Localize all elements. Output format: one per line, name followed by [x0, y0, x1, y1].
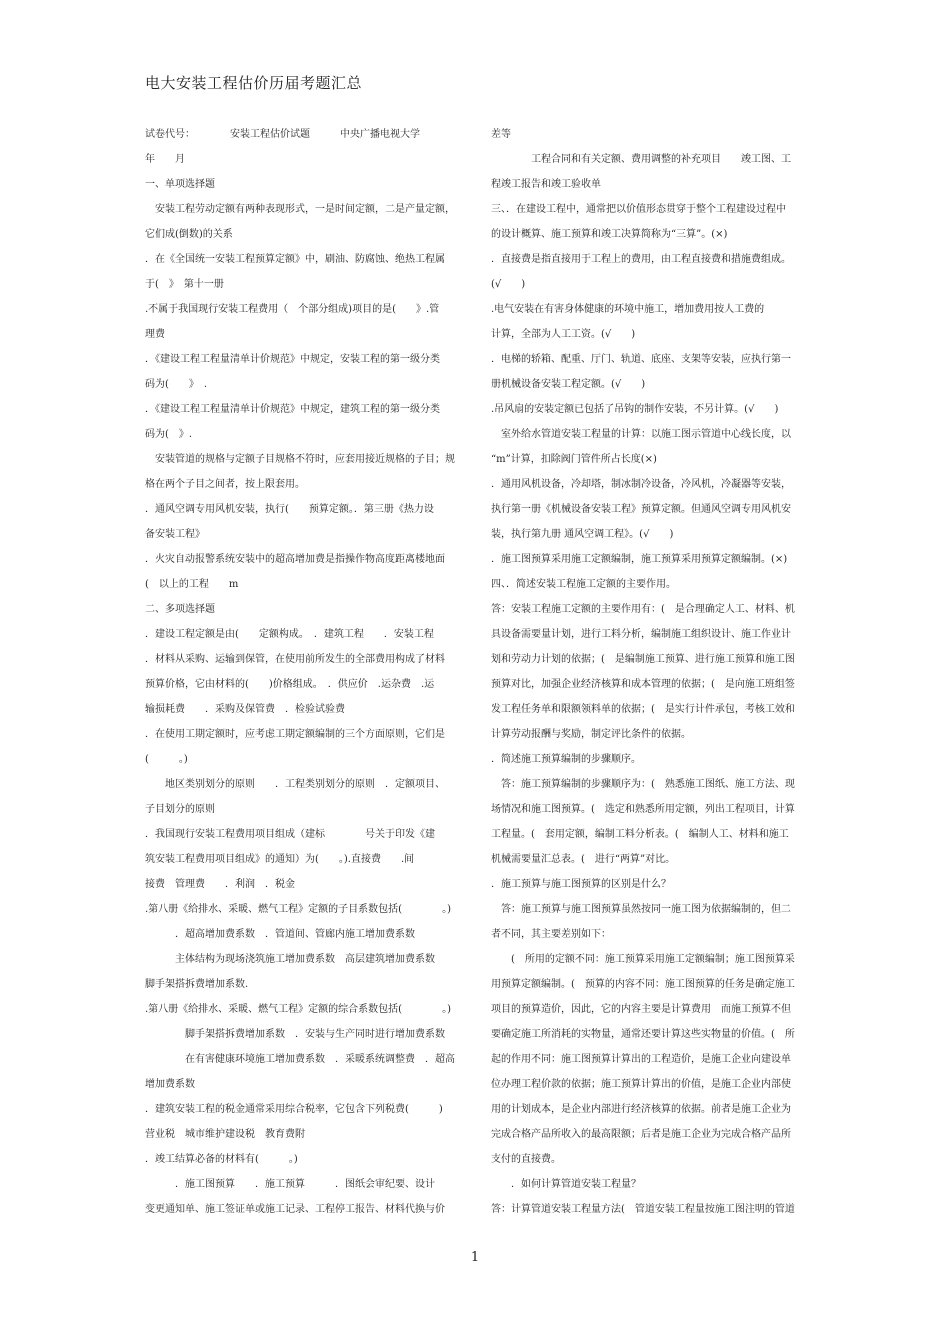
text-line: 安装工程劳动定额有两种表现形式，一是时间定额，二是产量定额，: [145, 204, 455, 215]
text-line: 一、单项选择题: [145, 179, 215, 190]
text-line: ．建设工程定额是由( 定额构成。 ．建筑工程 ．安装工程: [145, 629, 434, 640]
text-line: ．建筑安装工程的税金通常采用综合税率，它包含下列税费( ): [145, 1104, 443, 1115]
text-line: 位办理工程价款的依据；施工预算计算出的价值，是施工企业内部使: [491, 1079, 791, 1090]
text-line: 用预算定额编制。( 预算的内容不同：施工图预算的任务是确定施工: [491, 979, 795, 990]
text-line: 三、．在建设工程中，通常把以价值形态贯穿于整个工程建设过程中: [491, 204, 786, 215]
text-line: 发工程任务单和限额领料单的依据；( 是实行计件承包，考核工效和: [491, 704, 795, 715]
text-line: 备安装工程》: [145, 529, 205, 540]
text-line: 项目的预算造价，因此，它的内容主要是计算费用 而施工预算不但: [491, 1004, 791, 1015]
page-number: 1: [470, 1250, 480, 1265]
text-line: 安装管道的规格与定额子目规格不符时，应套用接近规格的子目；规: [145, 454, 455, 465]
text-line: 码为( 》 .: [145, 379, 208, 390]
text-line: 答：计算管道安装工程量方法( 管道安装工程量按施工图注明的管道: [491, 1204, 795, 1215]
text-line: 差等: [491, 129, 511, 140]
text-line: 要确定施工所消耗的实物量，通常还要计算这些实物量的价值。( 所: [491, 1029, 795, 1040]
text-line: 四、．简述安装工程施工定额的主要作用。: [491, 579, 676, 590]
text-line: 变更通知单、施工签证单或施工记录、工程停工报告、材料代换与价: [145, 1204, 445, 1215]
text-line: ．在《全国统一安装工程预算定额》中，刷油、防腐蚀、绝热工程属: [145, 254, 445, 265]
text-line: 地区类别划分的原则 ．工程类别划分的原则 ．定额项目、: [145, 779, 445, 790]
text-line: ．施工预算与施工图预算的区别是什么？: [491, 879, 671, 890]
text-line: ．火灾自动报警系统安装中的超高增加费是指操作物高度距离楼地面: [145, 554, 445, 565]
text-line: ( 所用的定额不同：施工预算采用施工定额编制；施工图预算采: [491, 954, 795, 965]
text-line: 码为( 》.: [145, 429, 193, 440]
text-line: 用的计划成本，是企业内部进行经济核算的依据。前者是施工企业为: [491, 1104, 791, 1115]
text-line: 答：施工预算与施工图预算虽然按同一施工图为依据编制的，但二: [491, 904, 791, 915]
text-line: ．竣工结算必备的材料有( 。): [145, 1154, 298, 1165]
text-line: 室外给水管道安装工程量的计算：以施工图示管道中心线长度，以: [491, 429, 791, 440]
text-line: 执行第一册《机械设备安装工程》预算定额。但通风空调专用风机安: [491, 504, 791, 515]
text-line: .第八册《给排水、采暖、燃气工程》定额的综合系数包括( 。): [145, 1004, 451, 1015]
text-line: 在有害健康环境施工增加费系数 ．采暖系统调整费 ．超高: [145, 1054, 455, 1065]
text-line: 的设计概算、施工预算和竣工决算简称为“三算”。(×): [491, 229, 728, 240]
text-line: 试卷代号： 安装工程估价试题 中央广播电视大学: [145, 129, 420, 140]
text-line: 它们成(倒数)的关系: [145, 229, 233, 240]
text-line: 预算价格，它由材料的( )价格组成。 ．供应价 .运杂费 .运: [145, 679, 435, 690]
text-line: “m”计算，扣除阀门管件所占长度(×): [491, 454, 657, 465]
text-line: ．《建设工程工程量清单计价规范》中规定，安装工程的第一级分类: [145, 354, 440, 365]
left-column: [145, 122, 475, 1222]
text-line: ．材料从采购、运输到保管，在使用前所发生的全部费用构成了材料: [145, 654, 445, 665]
text-line: 起的作用不同：施工图预算计算出的工程造价，是施工企业向建设单: [491, 1054, 791, 1065]
text-line: ( 以上的工程 m: [145, 579, 239, 590]
text-line: 完成合格产品所收入的最高限额；后者是施工企业为完成合格产品所: [491, 1129, 791, 1140]
text-line: 营业税 城市维护建设税 教育费附: [145, 1129, 305, 1140]
text-line: 者不同，其主要差别如下：: [491, 929, 611, 940]
text-line: ．如何计算管道安装工程量？: [491, 1179, 641, 1190]
text-line: .电气安装在有害身体健康的环境中施工，增加费用按人工费的: [491, 304, 765, 315]
text-line: ( 。): [145, 754, 188, 765]
text-line: ．我国现行安装工程费用项目组成（建标 号关于印发《建: [145, 829, 435, 840]
text-line: 具设备需要量计划，进行工料分析，编制施工组织设计、施工作业计: [491, 629, 791, 640]
text-line: ．施工图预算 ．施工预算 ．图纸会审纪要、设计: [145, 1179, 435, 1190]
text-line: ．电梯的轿箱、配重、厅门、轨道、底座、支架等安装，应执行第一: [491, 354, 791, 365]
text-line: 预算对比，加强企业经济核算和成本管理的依据；( 是向施工班组签: [491, 679, 795, 690]
text-line: ．在使用工期定额时，应考虑工期定额编制的三个方面原则，它们是: [145, 729, 445, 740]
text-line: 输损耗费 ．采购及保管费 ．检验试验费: [145, 704, 345, 715]
text-line: 装，执行第九册 通风空调工程》。(√ ): [491, 529, 674, 540]
text-line: 主体结构为现场浇筑施工增加费系数 高层建筑增加费系数: [145, 954, 435, 965]
text-line: 计算劳动报酬与奖励，制定评比条件的依据。: [491, 729, 691, 740]
text-line: 场情况和施工图预算。( 选定和熟悉所用定额，列出工程项目，计算: [491, 804, 795, 815]
text-line: 年 月: [145, 154, 185, 165]
text-line: (√ ): [491, 279, 526, 290]
text-line: 筑安装工程费用项目组成》的通知）为( 。).直接费 .间: [145, 854, 415, 865]
text-line: .不属于我国现行安装工程费用（ 个部分组成)项目的是( 》.管: [145, 304, 440, 315]
text-line: 答：安装工程施工定额的主要作用有：( 是合理确定人工、材料、机: [491, 604, 795, 615]
text-line: 划和劳动力计划的依据；( 是编制施工预算、进行施工预算和施工图: [491, 654, 795, 665]
text-line: 增加费系数: [145, 1079, 195, 1090]
text-line: 支付的直接费。: [491, 1154, 561, 1165]
text-line: 程竣工报告和竣工验收单: [491, 179, 601, 190]
text-line: ．施工图预算采用施工定额编制，施工预算采用预算定额编制。(×): [491, 554, 788, 565]
text-line: ．直接费是指直接用于工程上的费用，由工程直接费和措施费组成。: [491, 254, 791, 265]
text-line: 于( 》 第十一册: [145, 279, 224, 290]
document-title: 电大安装工程估价历届考题汇总: [145, 74, 363, 92]
text-line: ．通风空调专用风机安装，执行( 预算定额。．第三册《热力设: [145, 504, 434, 515]
right-column: [491, 122, 821, 1222]
text-line: 二、多项选择题: [145, 604, 215, 615]
text-line: 接费 管理费 ．利润 ．税金: [145, 879, 295, 890]
text-line: 工程合同和有关定额、费用调整的补充项目 竣工图、工: [491, 154, 791, 165]
text-line: ．简述施工预算编制的步骤顺序。: [491, 754, 641, 765]
text-line: 工程量。( 套用定额，编制工料分析表。( 编制人工、材料和施工: [491, 829, 789, 840]
text-line: .第八册《给排水、采暖、燃气工程》定额的子目系数包括( 。): [145, 904, 451, 915]
text-line: 格在两个子目之间者，按上限套用。: [145, 479, 305, 490]
text-line: 册机械设备安装工程定额。(√ ): [491, 379, 646, 390]
text-line: ．超高增加费系数 ．管道间、管廊内施工增加费系数: [145, 929, 415, 940]
text-line: 理费: [145, 329, 165, 340]
text-line: .吊风扇的安装定额已包括了吊钩的制作安装，不另计算。(√ ): [491, 404, 779, 415]
text-line: 机械需要量汇总表。( 进行“两算”对比。: [491, 854, 676, 865]
text-line: ．《建设工程工程量清单计价规范》中规定，建筑工程的第一级分类: [145, 404, 440, 415]
text-line: 脚手架搭拆费增加系数.: [145, 979, 249, 990]
text-line: 子目划分的原则: [145, 804, 215, 815]
text-line: ．通用风机设备，冷却塔，制冰制冷设备，冷风机，冷凝器等安装，: [491, 479, 791, 490]
text-line: 脚手架搭拆费增加系数 ．安装与生产同时进行增加费系数: [145, 1029, 445, 1040]
text-line: 答：施工预算编制的步骤顺序为：( 熟悉施工图纸、施工方法、现: [491, 779, 795, 790]
text-line: 计算，全部为人工工资。(√ ): [491, 329, 636, 340]
